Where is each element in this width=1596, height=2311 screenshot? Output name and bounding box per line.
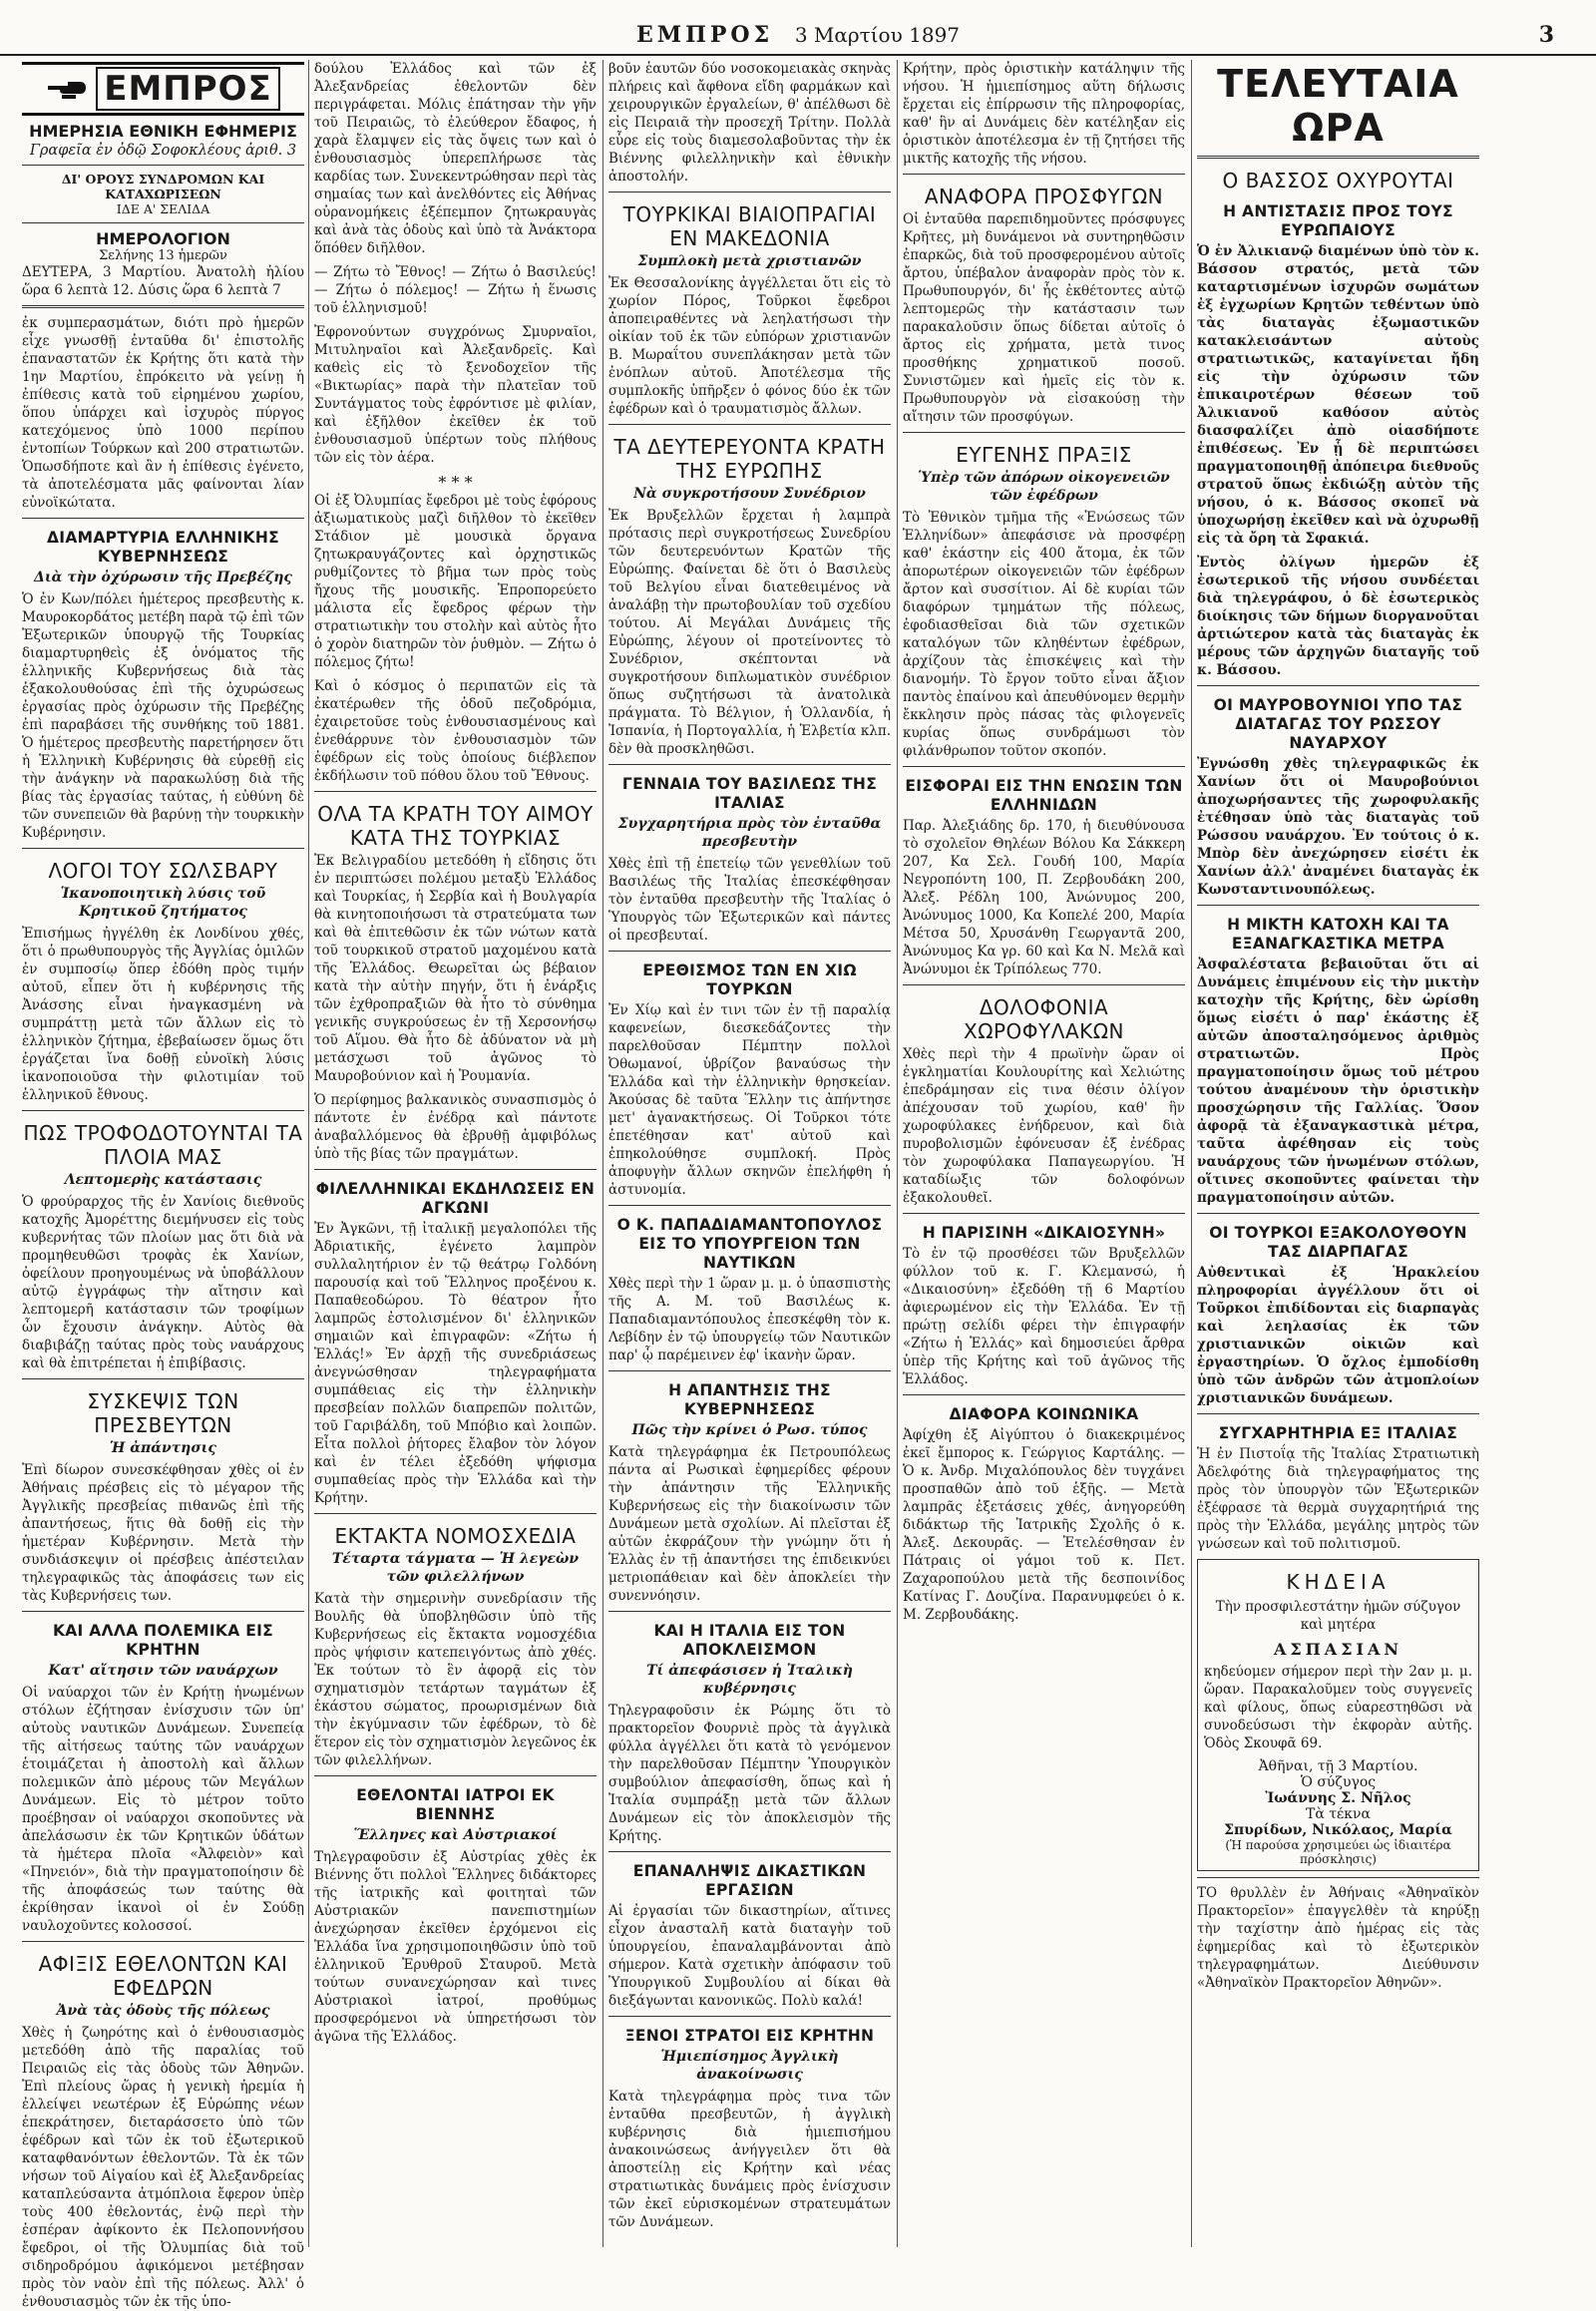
divider bbox=[22, 1611, 304, 1612]
divider bbox=[903, 766, 1185, 767]
article-text: Ἡ ἐν Πιστοΐᾳ τῆς Ἰταλίας Στρατιωτικὴ Ἀδελφότης διὰ τηλεγραφήματος της πρὸς τὸν ὑπουργὸν τῶν Ἐξωτερικῶν ἐξέφρασε τὰ θερμὰ συγχαρητήριά της πρὸς τὴν Ἑλλάδα, μεγάλης μητρὸς τῶν γνώσεων καὶ τοῦ πολιτισμοῦ. bbox=[1197, 1446, 1479, 1552]
divider bbox=[22, 1110, 304, 1111]
issue-date: 3 Μαρτίου 1897 bbox=[794, 23, 961, 47]
divider bbox=[608, 1370, 891, 1371]
article-headline: ΣΥΣΚΕΨΙΣ ΤΩΝ ΠΡΕΣΒΕΥΤΩΝ bbox=[87, 1389, 239, 1437]
article-headline: ΤΑ ΔΕΥΤΕΡΕΥΟΝΤΑ ΚΡΑΤΗ ΤΗΣ ΕΥΡΩΠΗΣ bbox=[613, 435, 886, 483]
article-text: Ἀφίχθη ἐξ Αἰγύπτου ὁ διακεκριμένος ἐκεῖ ἔμπορος κ. Γεώργιος Καρτάλης. — Ὁ κ. Ἀνδρ. Μιχαλόπουλος δὲν τυγχάνει προσπαθῶν ἀπὸ τοῦ ἑξῆς. — Μετὰ λαμπρᾶς ἐξετάσεις χθές, ἀνηγορεύθη διδάκτωρ τῆς Ἰατρικῆς Σχολῆς ὁ κ. Ἀλεξ. Δεκουρᾶς. — Ἐτελέσθησαν ἐν Πάτραις οἱ γάμοι τοῦ κ. Πετ. Ζαχαροπούλου μετὰ τῆς δεσποινίδος Κατίνας Γ. Δουζίνα. Παρανυμφεύει ὁ κ. Μ. Ζερβουδάκης. bbox=[903, 1427, 1185, 1623]
article-text: Χθὲς ἐπὶ τῇ ἐπετείῳ τῶν γενεθλίων τοῦ Βασιλέως τῆς Ἰταλίας ἐπεσκέφθησαν τὸν ἐνταῦθα πρεσβευτὴν τῆς Ἰταλίας ὁ Ὑπουργὸς τῶν Ἐξωτερικῶν καὶ πάντες οἱ πρεσβευταί. bbox=[608, 856, 891, 944]
divider bbox=[608, 1205, 891, 1206]
running-head bbox=[0, 18, 1596, 56]
funeral-notice bbox=[1197, 1559, 1479, 1871]
article-subheadline: Ὑπὲρ τῶν ἀπόρων οἰκογενειῶν τῶν ἐφέδρων bbox=[918, 470, 1170, 504]
divider bbox=[903, 432, 1185, 433]
article-text: Ἐν Ἀγκῶνι, τῇ ἰταλικῇ μεγαλοπόλει τῆς Ἀδριατικῆς, ἐγένετο λαμπρὸν συλλαλητήριον ἐν τῷ θεάτρῳ Γολδόνη παρουσίᾳ καὶ τοῦ Ἕλληνος προξένου κ. Παπαθεοδώρου. Τὸ θέατρον ἦτο λαμπρῶς ἐστολισμένον δι' ἑλληνικῶν σημαιῶν καὶ ἐπιγραφῶν: «Ζήτω ἡ Ἑλλάς!» Ἐν ἀρχῇ τῆς συνεδριάσεως ἀνεγνώσθησαν τηλεγραφήματα συμπάθειας εἰς τὴν ἑλληνικὴν πρεσβείαν πολλῶν διαπρεπῶν πολιτῶν, τοῦ Γαριβάλδη, τοῦ Μπόβιο καὶ λοιπῶν. Εἶτα πολλοὶ ῥήτορες ἔλαβον τὸν λόγον καὶ ἐν τέλει ἐξεδόθη ψήφισμα συμπαθείας πρὸς τὴν Ἑλλάδα καὶ τὴν Κρήτην. bbox=[314, 1221, 597, 1506]
article-headline: Η ΑΠΑΝΤΗΣΙΣ ΤΗΣ ΚΥΒΕΡΝΗΣΕΩΣ bbox=[668, 1381, 831, 1418]
divider bbox=[903, 1213, 1185, 1214]
article-text: Ἐγνώσθη χθὲς τηλεγραφικῶς ἐκ Χανίων ὅτι οἱ Μαυροβούνιοι ἀποχωρήσαντες τῆς χωροφυλακῆς ἐτέθησαν ὑπὸ τὰς διαταγὰς τοῦ Ρώσσου ναυάρχου. Ἐν τούτοις ὁ κ. Μπὸρ δὲν ἀνεχώρησεν εἰσέτι ἐκ Χανίων ἀλλ' ἀναμένει διαταγὰς ἐκ Κωνσταντινουπόλεως. bbox=[1197, 756, 1479, 898]
article-text: Οἱ ἐνταῦθα παρεπιδημοῦντες πρόσφυγες Κρῆτες, μὴ δυνάμενοι νὰ συντηρηθῶσιν ἐπαρκῶς, διὰ τοῦ προσφερομένου αὐτοῖς ἄρτου, ὑπέβαλον ἀναφορὰν πρὸς τὸν κ. Πρωθυπουργόν, δι' ἧς ἐκθέτοντες αὐτῷ λεπτομερῶς τὴν κατάστασιν των παρακαλοῦσιν ὅπως δίδεται αὐτοῖς ὁ ἄρτος εἰς χρήματα, μετὰ τινος προσθήκης χρηματικοῦ ποσοῦ. Συνιστῶμεν καὶ ἡμεῖς εἰς τὸν κ. Πρωθυπουργὸν νὰ εἰσακούσῃ τὴν αἴτησιν τῶν προσφύγων. bbox=[903, 211, 1185, 425]
divider bbox=[22, 1941, 304, 1942]
running-head-title bbox=[0, 22, 1596, 48]
article-subheadline: Ἱκανοποιητικὴ λύσις τοῦ Κρητικοῦ ζητήματος bbox=[60, 886, 266, 920]
article-subheadline: Τέταρτα τάγματα — Ἡ λεγεὼν τῶν φιλελλήνων bbox=[331, 1551, 580, 1585]
article-headline: ΑΝΑΦΟΡΑ ΠΡΟΣΦΥΓΩΝ bbox=[924, 185, 1164, 208]
article-headline: ΔΟΛΟΦΟΝΙΑ ΧΩΡΟΦΥΛΑΚΩΝ bbox=[964, 995, 1124, 1043]
deceased-name: ΑΣΠΑΣΙΑΝ bbox=[1273, 1640, 1403, 1659]
divider bbox=[22, 1378, 304, 1379]
masthead-title bbox=[22, 62, 304, 116]
divider bbox=[608, 192, 891, 193]
funeral-title: ΚΗΔΕΙΑ bbox=[1286, 1570, 1391, 1594]
article-headline: ΕΙΣΦΟΡΑΙ ΕΙΣ ΤΗΝ ΕΝΩΣΙΝ ΤΩΝ ΕΛΛΗΝΙΔΩΝ bbox=[905, 777, 1183, 814]
article-text: Αὐθεντικαὶ ἐξ Ἡρακλείου πληροφορίαι ἀγγέλλουν ὅτι οἱ Τοῦρκοι ἐπιδίδονται εἰς διαρπαγὰς καὶ λεηλασίας ἐκ τῶν χριστιανικῶν οἰκιῶν καὶ ἐργαστηρίων. Ὁ ὄχλος ἐμποδίσθη ὑπὸ τῶν ἀνδρῶν τῶν ἀτμοπλοίων χριστιανικῶν δυνάμεων. bbox=[1197, 1265, 1479, 1406]
article-text: Κατὰ τηλεγράφημα πρὸς τινα τῶν ἐνταῦθα πρεσβευτῶν, ἡ ἀγγλικὴ κυβέρνησις διὰ ἡμιεπισήμου ἀνακοινώσεως ἀνήγγειλεν ὅτι θὰ ἀποστείλῃ εἰς Κρήτην καὶ νέας στρατιωτικὰς δυνάμεις πρὸς ἐνίσχυσιν τῶν ἐκεῖ εὑρισκομένων στρατευμάτων τῶν Δυνάμεων. bbox=[608, 2089, 891, 2230]
article-text: Ἐκ Βελιγραδίου μετεδόθη ἡ εἴδησις ὅτι ἐν περιπτώσει πολέμου μεταξὺ Ἑλλάδος καὶ Τουρκίας, ἡ Σερβία καὶ ἡ Βουλγαρία θὰ κινητοποιήσωσι τὰ στρατεύματα των καὶ θὰ ἐπιτεθῶσιν ἐκ τῶν νώτων κατὰ τοῦ τουρκικοῦ στρατοῦ μαχομένου κατὰ τῆς Ἑλλάδος. Θεωρεῖται ὡς βέβαιον κατὰ τὴν αὐτὴν πηγήν, ὅτι ἡ ἐνάρξις τῶν ἐχθροπραξιῶν θὰ ἦτο τὸ σύνθημα γενικῆς συγκρούσεως ἐν τῇ Χερσονήσῳ τοῦ Αἵμου. Θὰ ἦτο δὲ ἀδύνατον νὰ μὴ μετάσχωσι τοῦ ἀγῶνος τὸ Μαυροβούνιον καὶ ἡ Ῥουμανία. bbox=[314, 853, 597, 1084]
masthead-name: ΕΜΠΡΟΣ bbox=[96, 67, 280, 111]
article-headline: Η ΜΙΚΤΗ ΚΑΤΟΧΗ ΚΑΙ ΤΑ ΕΞΑΝΑΓΚΑΣΤΙΚΑ ΜΕΤΡΑ bbox=[1227, 916, 1449, 953]
article-text: Ὁ φρούραρχος τῆς ἐν Χανίοις διεθνοῦς κατοχῆς Ἀμορέττης διεμήνυσεν εἰς τοὺς κυβερνήτας τῶν πλοίων μας ὅτι διὰ νὰ προμηθευθῶσι τροφὰς ἐκ Χανίων, ὀφείλουν προηγουμένως νὰ ὑποβάλλουν αὐτῷ ἐγγράφως τὴν αἴτησιν καὶ λεπτομερῆ κατάστασιν τῶν τροφίμων ὧν ἔχουσιν ἀνάγκην. Αὐτὸς θὰ διαβιβάζῃ ταύτας πρὸς τοὺς ναυάρχους καὶ θὰ ἐπιτρέπεται ἡ ἐπιβίβασις. bbox=[22, 1194, 304, 1371]
article-headline: Η ΠΑΡΙΣΙΝΗ «ΔΙΚΑΙΟΣΥΝΗ» bbox=[922, 1224, 1166, 1242]
subscription-page-ref: ΙΔΕ Α' ΣΕΛΙΔΑ bbox=[116, 201, 210, 216]
article-text: Οἱ ἐξ Ὀλυμπίας ἔφεδροι μὲ τοὺς ἐφόρους ἀξιωματικοὺς μαζὶ διῆλθον τὸ ἐκεῖθεν Στάδιον μὲ μουσικὰ ὄργανα ζητωκραυγάζοντες καὶ ὀρχηστικῶς ρυθμίζοντες τὸ βῆμα των πρὸς τοὺς ἤχους τῆς μουσικῆς. Ἐπροπορεύετο μάλιστα εἷς ἔφεδρος φέρων τὴν στρατιωτικὴν του στολὴν καὶ αὐτὸς ἦτο ὁ χορὸν διατηρῶν τὸν ῥυθμὸν. — Ζήτω ὁ πόλεμος ζήτω! bbox=[314, 493, 597, 670]
article-headline: ΟΙ ΜΑΥΡΟΒΟΥΝΙΟΙ ΥΠΟ ΤΑΣ ΔΙΑΤΑΓΑΣ ΤΟΥ ΡΩΣΣΟΥ ΝΑΥΑΡΧΟΥ bbox=[1213, 696, 1463, 752]
article-text: Αἱ ἐργασίαι τῶν δικαστηρίων, αἵτινες εἶχον ἀνασταλῆ κατὰ διαταγὴν τοῦ ὑπουργείου, ἐπαναλαμβάνονται ἀπὸ σήμερον. Κατὰ σχετικὴν ἀπόφασιν τοῦ Ὑπουργικοῦ Συμβουλίου αἱ δίκαι θὰ διεξάγωνται κανονικῶς. Πολὺ καλά! bbox=[608, 1903, 891, 2009]
spouse-name: Ἰωάννης Σ. Νῆλος bbox=[1265, 1790, 1411, 1806]
article-text: Ἐφρονούντων συγχρόνως Σμυρναῖοι, Μιτυληναῖοι καὶ Ἀλεξανδρεῖς. Καὶ καθεὶς εἰς τὸ ξενοδοχεῖον τῆς «Βικτωρίας» παρὰ τὴν πλατεῖαν τοῦ Συντάγματος τοὺς ἐφρόντισε μὲ φιλίαν, καὶ ἐξῆλθον ἐκεῖθεν ἐκ τοῦ ἐνθουσιασμοῦ ὑπέρτων τοὺς πλήθους τῶν εἰς τὸν ἀέρα. bbox=[314, 324, 597, 466]
divider bbox=[1197, 1413, 1479, 1414]
article-headline: Ο Κ. ΠΑΠΑΔΙΑΜΑΝΤΟΠΟΥΛΟΣ ΕΙΣ ΤΟ ΥΠΟΥΡΓΕΙΟΝ ΤΩΝ ΝΑΥΤΙΚΩΝ bbox=[616, 1216, 883, 1272]
article-text: Χθὲς ἡ ζωηρότης καὶ ὁ ἐνθουσιασμὸς μετεδόθη ἀπὸ τῆς παραλίας τοῦ Πειραιῶς εἰς τὰς ὁδοὺς τῶν Ἀθηνῶν. Ἐπὶ πλείους ὥρας ἡ γενικὴ ἠρεμία ἠ ἐλλείψει νεωτέρων ἐξ Εὐρώπης νέων ἐπεκράτησεν, διεταράσσετο ὑπὸ τῶν ἐφέδρων καὶ τῶν ἐκ τοῦ ἐξωτερικοῦ καταφθανόντων ἐθελοντῶν. Τὰ ἐκ τῶν νήσων τοῦ Αἰγαίου καὶ ἐξ Ἀλεξανδρείας καταπλεύσαντα ἀτμόπλοια ἔφερον ὑπὲρ τοὺς 400 ἐθελοντάς, ἐνῷ περὶ τὴν ἑσπέραν ἀφίκοντο ἐκ Πελοποννήσου ἔφεδροι, οἱ τῆς Ὀλυμπίας διὰ τοῦ σιδηροδρόμου ἀφικόμενοι μετέβησαν πρὸς τὸν ναὸν ἐπὶ τῆς πόλεως. Ἀλλ' ὁ ἐνθουσιασμὸς τῶν ἐκ τῆς ὑπο- bbox=[22, 2025, 304, 2310]
children-label: Τὰ τέκνα bbox=[1306, 1806, 1371, 1822]
article-text: Κατὰ τὴν σημερινὴν συνεδρίασιν τῆς Βουλῆς θὰ ὑποβληθῶσιν ὑπὸ τῆς Κυβερνήσεως εἰς ἔκτακτα νομοσχέδια πρὸς ψήφισιν κατεπειγόντως ἀπὸ χθές. Ἐκ τούτων τὸ ἓν ἀφορᾷ εἰς τὸν σχηματισμὸν τετάρτων ταγμάτων ἐξ ἑκάστου σώματος, προωρισμένων διὰ τὴν ἐκγύμνασιν τῶν ἐφέδρων, τὸ δὲ ἕτερον εἰς τὸν σχηματισμὸν λεγεῶνος ἐκ τῶν φιλελλήνων. bbox=[314, 1591, 597, 1768]
column-1 bbox=[22, 60, 304, 2310]
article-subheadline: Κατ' αἴτησιν τῶν ναυάρχων bbox=[48, 1663, 278, 1679]
article-headline: ΟΙ ΤΟΥΡΚΟΙ ΕΞΑΚΟΛΟΥΘΟΥΝ ΤΑΣ ΔΙΑΡΠΑΓΑΣ bbox=[1209, 1224, 1467, 1261]
divider bbox=[608, 764, 891, 765]
article-text: ΤΟ θρυλλὲν ἐν Ἀθήναις «Ἀθηναϊκὸν Πρακτορεῖον» ἐπαγγελθὲν τὰ κηρύξῃ τὴν ταχίστην ἀπὸ ἡμέρας εἰς τὰς ἐφημερίδας καὶ τὸ ἐξωτερικὸν τηλεγραφημάτων. Διεύθυνσιν «Ἀθηναϊκὸν Πρακτορεῖον Ἀθηνῶν». bbox=[1197, 1885, 1479, 1991]
divider bbox=[22, 305, 304, 308]
article-subheadline: Τί ἀπεφάσισεν ἡ Ἰταλικὴ κυβέρνησις bbox=[646, 1663, 853, 1697]
article-text: Τὸ Ἐθνικὸν τμῆμα τῆς «Ἑνώσεως τῶν Ἑλληνίδων» ἀπεφάσισε νὰ προσφέρῃ καθ' ἑκάστην εἰς 400 ἄτομα, ἐκ τῶν ἀπορωτέρων οἰκογενειῶν τῶν ἐφέδρων ἄρτον καὶ συσσίτιον. Αἱ δὲ κυρίαι τῶν διαφόρων τμημάτων τῆς πόλεως, ἐφοδιασθεῖσαι διὰ τῶν σχετικῶν καταλόγων τῶν κληθέντων ἐφέδρων, ἀρχίζουν τὰς ἐπισκέψεις καὶ τὴν διανομήν. Τὸ ἔργον τοῦτο εἶναι ἄξιον παντὸς ἐπαίνου καὶ ἀπευθύνομεν θερμὴν ἔκκλησιν πρὸς πάσας τὰς φιλογενεῖς κυρίας ὅπως συνδράμωσι τὸν φιλάνθρωπον τοῦτον σκοπόν. bbox=[903, 510, 1185, 759]
divider bbox=[22, 222, 304, 223]
divider bbox=[608, 951, 891, 952]
article-headline: ΞΕΝΟΙ ΣΤΡΑΤΟΙ ΕΙΣ ΚΡΗΤΗΝ bbox=[624, 2027, 875, 2045]
article-text: Ἐν Χίῳ καὶ ἐν τινι τῶν ἐν τῇ παραλίᾳ καφενείων, διεσκεδάζοντες τὴν παρελθοῦσαν Πέμπτην πολλοὶ Ὀθωμανοί, ὑβρίζον βαναύσως τὴν Ἑλλάδα καὶ τὴν ἑλληνικὴν θρησκείαν. Ἀκούσας δὲ ταῦτα Ἕλλην τις ἀπήντησε μετ' ἀγανακτήσεως. Οἱ Τοῦρκοι τότε ἐπετέθησαν κατ' αὐτοῦ καὶ ἐπηκολούθησε συμπλοκή. Πρὸς ἀποφυγὴν ἄλλων σκηνῶν ἐπελήφθη ἡ ἀστυνομία. bbox=[608, 1002, 891, 1198]
calendar-title: ΗΜΕΡΟΛΟΓΙΟΝ bbox=[96, 229, 230, 248]
children-names: Σπυρίδων, Νικόλαος, Μαρία bbox=[1224, 1822, 1452, 1838]
article-headline: ΔΙΑΦΟΡΑ ΚΟΙΝΩΝΙΚΑ bbox=[949, 1405, 1139, 1423]
article-subheadline: Ἕλληνες καὶ Αὐστριακοί bbox=[353, 1827, 558, 1843]
divider bbox=[608, 424, 891, 425]
article-subheadline: Ἡ ἀπάντησις bbox=[110, 1440, 216, 1456]
article-headline: ΓΕΝΝΑΙΑ ΤΟΥ ΒΑΣΙΛΕΩΣ ΤΗΣ ΙΤΑΛΙΑΣ bbox=[621, 775, 878, 812]
divider bbox=[22, 165, 304, 166]
article-text: Ἐπὶ δίωρον συνεσκέφθησαν χθὲς οἱ ἐν Ἀθήναις πρέσβεις εἰς τὸ μέγαρον τῆς Ἀγγλικῆς πρεσβείας πιθανῶς ἐπὶ τῆς ἀπαντήσεως, ἥτις θὰ δοθῇ εἰς τὴν ἡμετέραν Κυβέρνησιν. Μετὰ τὴν συνδιάσκεψιν οἱ πρέσβεις ἀπέστειλαν τηλεγραφικῶς τὰς ἀποφάσεις των εἰς τὰς Κυβερνήσεις των. bbox=[22, 1462, 304, 1604]
article-text: Ὁ ἐν Ἀλικιανῷ διαμένων ὑπὸ τὸν κ. Βάσσον στρατός, μετὰ τῶν καταρτισμένων ἰσχυρῶν σωμάτων ἐξ ἐγχωρίων Κρητῶν τεθέντων ὑπὸ τὰς διαταγὰς ἐξωμαστικῶν κατακλεισάντων αὐτοὺς στρατιωτικῶς, καταγίνεται ἤδη εἰς τὴν ὀχύρωσιν τῶν ἐπικαιροτέρων θέσεων τοῦ Ἀλικιανοῦ καθόσον αὐτὸς διασφαλίζει ἀπὸ οἱασδήποτε ἐπιθέσεως. Ἐν ᾗ δὲ περιπτώσει πραγματοποιηθῇ ἀπόπειρα διεθνοῦς στρατοῦ ὅπως ἐκδιώξῃ αὐτὸν τῆς νήσου, ὁ κ. Βάσσος σκοπεῖ νὰ ὑποχωρήσῃ ἐκεῖθεν καὶ νὰ ὀχυρωθῇ εἰς τὰ ὄρη τὰ Σφακιά. bbox=[1197, 243, 1479, 547]
column-rule bbox=[897, 60, 898, 2247]
article-headline: ΕΘΕΛΟΝΤΑΙ ΙΑΤΡΟΙ ΕΚ ΒΙΕΝΝΗΣ bbox=[356, 1786, 555, 1823]
article-text: Ἀσφαλέστατα βεβαιοῦται ὅτι αἱ Δυνάμεις ἐπιμένουν εἰς τὴν μικτὴν κατοχὴν τῆς Κρήτης, δὲν ὡρίσθη ὅμως εἰσέτι ὁ παρ' ἑκάστης ἐξ αὐτῶν ἀποσταλησόμενος ἀριθμὸς στρατιωτῶν. Πρὸς πραγματοποίησιν ὅμως τοῦ μέτρου τούτου ἀναμένουν τὴν ὁριστικὴν προσχώρησιν τῆς Γαλλίας. Ὅσον ἀφορᾷ τὰ ἐξαναγκαστικὰ μέτρα, ταῦτα ἀφέθησαν εἰς τοὺς ναυάρχους τῶν ἡνωμένων στόλων, οἵτινες σκοποῦντες φαίνεται τὴν πραγματοποίησιν αὐτῶν. bbox=[1197, 957, 1479, 1206]
article-headline: ΔΙΑΜΑΡΤΥΡΙΑ ΕΛΛΗΝΙΚΗΣ ΚΥΒΕΡΝΗΣΕΩΣ bbox=[46, 529, 280, 566]
article-headline: ΚΑΙ ΑΛΛΑ ΠΟΛΕΜΙΚΑ ΕΙΣ ΚΡΗΤΗΝ bbox=[52, 1622, 274, 1659]
spouse-label: Ὁ σύζυγος bbox=[1300, 1774, 1377, 1790]
article-headline: ΑΦΙΞΙΣ ΕΘΕΛΟΝΤΩΝ ΚΑΙ ΕΦΕΔΡΩΝ bbox=[38, 1952, 288, 2000]
column-3 bbox=[608, 60, 891, 2247]
divider bbox=[314, 791, 597, 792]
last-hour-banner: ΤΕΛΕΥΤΑΙΑ ΩΡΑ bbox=[1217, 62, 1459, 150]
article-headline: ΕΥΓΕΝΗΣ ΠΡΑΞΙΣ bbox=[956, 443, 1132, 467]
article-headline: ΛΟΓΟΙ ΤΟΥ ΣΩΛΣΒΑΡΥ bbox=[48, 859, 278, 883]
article-text: Ὁ περίφημος βαλκανικὸς συνασπισμὸς ὁ πάντοτε ἐν ἐνέδρᾳ καὶ πάντοτε ἀναβαλλόμενος θὰ ἐβρυθῇ ἀμφιβόλως ὑπὸ τῆς βίας τῶν πραγμάτων. bbox=[314, 1092, 597, 1162]
article-text: Κρήτην, πρὸς ὁριστικὴν κατάληψιν τῆς νήσου. Ἡ ἡμιεπίσημος αὕτη δήλωσις ἔρχεται εἰς ἐπίρρωσιν τῆς πληροφορίας, καθ' ἣν αἱ Δυνάμεις δὲν κατέληξαν εἰς ὁριστικὸν ἀποτέλεσμα ἐν τῇ ζητήσει τῆς μικτῆς κατοχῆς τῆς νήσου. bbox=[903, 61, 1185, 167]
article-headline: Ο ΒΑΣΣΟΣ ΟΧΥΡΟΥΤΑΙ bbox=[1222, 169, 1454, 193]
article-subheadline: Νὰ συγκροτήσουν Συνέδριον bbox=[633, 486, 866, 502]
asterism: * * * bbox=[438, 473, 473, 492]
funeral-text: κηδεύομεν σήμερον περὶ τὴν 2αν μ. μ. ὥραν. Παρακαλοῦμεν τοὺς συγγενεῖς καὶ φίλους, ὅπως εὐαρεστηθῶσι νὰ συνοδεύσωσι τὴν ἐκφορὰν αὐτῆς. Ὁδὸς Σκουφᾶ 69. bbox=[1204, 1664, 1472, 1751]
article-text: Κατὰ τηλεγράφημα ἐκ Πετρουπόλεως πάντα αἱ Ρωσικαὶ ἐφημερίδες φέρουν τὴν ἀπάντησιν τῆς Ἑλληνικῆς Κυβερνήσεως εἰς τὴν διακοίνωσιν τῶν Δυνάμεων μετὰ σχολίων. Αἱ πλεῖσται ἐξ αὐτῶν ἐκφράζουν τὴν γνώμην ὅτι ἡ Ἑλλὰς ἐν τῇ ἀπαντήσει της ἐπιδεικνύει μετριοπάθειαν καὶ δὲν ἀποκλείει τὴν συνεννόησιν. bbox=[608, 1444, 891, 1604]
divider bbox=[1197, 905, 1479, 906]
article-text: Τηλεγραφοῦσιν ἐξ Αὐστρίας χθὲς ἐκ Βιέννης ὅτι πολλοὶ Ἕλληνες διδάκτορες τῆς ἰατρικῆς καὶ φοιτηταὶ τῶν Αὐστριακῶν πανεπιστημίων ἀνεχώρησαν ἐκεῖθεν ἐρχόμενοι εἰς Ἑλλάδα ἵνα χρησιμοποιηθῶσιν ὑπὸ τοῦ ἑλληνικοῦ Ἐρυθροῦ Σταυροῦ. Μετὰ τούτων συνανεχώρησαν καὶ τινες Αὐστριακοὶ ἰατροί, προθύμως προσφερόμενοι νὰ ὑπηρετήσωσι τὸν ἀγῶνα τῆς Ἑλλάδος. bbox=[314, 1849, 597, 2045]
article-text: Ἐκ Βρυξελλῶν ἔρχεται ἡ λαμπρὰ πρότασις περὶ συγκροτήσεως Συνεδρίου τῶν δευτερευόντων Κρατῶν τῆς Εὐρώπης. Φαίνεται δὲ ὅτι ὁ Βασιλεὺς τοῦ Βελγίου εἶναι διατεθειμένος νὰ ἀναλάβῃ τὴν πρωτοβουλίαν τοῦ σχεδίου τούτου. Αἱ Μεγάλαι Δυνάμεις τῆς Εὐρώπης, λέγουν οἱ προτείνοντες τὸ Συνέδριον, σκέπτονται νὰ συγκροτήσουν διπλωματικὸν συνέδριον ὅπως συζητήσωσι τὰ ἀνατολικὰ πράγματα. Τὸ Βέλγιον, ἡ Ὁλλανδία, ἡ Ἰσπανία, ἡ Πορτογαλλία, ἡ Ἑλβετία κλπ. δὲν θὰ προσκληθῶσι. bbox=[608, 508, 891, 757]
article-text: Ἐντὸς ὀλίγων ἡμερῶν ἐξ ἐσωτερικοῦ τῆς νήσου συνδέεται διὰ τηλεγράφου, ὁ δὲ ἐσωτερικὸς διοίκησις τῶν δήμων διοργανοῦται ἀρτιώτερον κατὰ τὰς διαταγὰς ἐκ μέρους τῶν ἀρχηγῶν διαταγῆς τοῦ κ. Βάσσου. bbox=[1197, 555, 1479, 678]
article-subheadline: Ἡμιεπίσημος Ἀγγλικὴ ἀνακοίνωσις bbox=[660, 2049, 839, 2083]
divider bbox=[1197, 1213, 1479, 1214]
divider bbox=[314, 1775, 597, 1776]
article-text: Χθὲς περὶ τὴν 4 πρωϊνὴν ὥραν οἱ ἐγκληματίαι Κουλουρίτης καὶ Χελιώτης ἐπεδράμησαν εἰς τινα θέσιν ὀλίγον ἀπέχουσαν τοῦ χωρίου, καθ' ἣν χωροφύλακες ἐνήδρευον, καὶ διὰ πυροβολισμῶν ἐφόνευσαν ἐξ ἐνέδρας τὸν χωροφύλακα Παπαγεωργίου. Ἡ καταδίωξις τῶν δολοφόνων ἐξακολουθεῖ. bbox=[903, 1046, 1185, 1206]
column-4 bbox=[903, 60, 1185, 2247]
article-subheadline: Συμπλοκὴ μετὰ χριστιανῶν bbox=[637, 253, 862, 269]
article-text: ἐκ συμπερασμάτων, διότι πρὸ ἡμερῶν εἶχε γνωσθῇ ἐνταῦθα δι' ἐπιστολῆς ἐπαναστατῶν ἐκ Κρήτης ὅτι κατὰ τὴν 1ην Μαρτίου, ἐπρόκειτο νὰ γείνῃ ἡ ἐπίθεσις κατὰ τοῦ εἰρημένου χωρίου, ὅπου ὑπάρχει καὶ ἰσχυρὸς πύργος κατεχόμενος ὑπὸ 1000 περίπου ἐντοπίων Τούρκων καὶ 200 στρατιωτῶν. Ὁπωσδήποτε καὶ ἂν ἡ ἐπίθεσις ἐγένετο, τὰ ἀποτελέσματα μᾶς φαίνονται λίαν εὐνοϊκώτατα. bbox=[22, 315, 304, 511]
article-headline: ΤΟΥΡΚΙΚΑΙ ΒΙΑΙΟΠΡΑΓΙΑΙ ΕΝ ΜΑΚΕΔΟΝΙΑ bbox=[622, 202, 877, 250]
divider bbox=[22, 848, 304, 849]
article-subheadline: Πῶς τὴν κρίνει ὁ Ρωσ. τύπος bbox=[631, 1422, 868, 1438]
article-text: δούλου Ἑλλάδος καὶ τῶν ἐξ Ἀλεξανδρείας ἐθελοντῶν δὲν περιγράφεται. Μόλις ἐπάτησαν τὴν γῆν τοῦ Πειραιῶς, τὸ ἐλεύθερον ἔδαφος, ἡ χαρὰ ἔλαμψεν εἰς τὰς ὄψεις των καὶ ὁ ἐνθουσιασμὸς ὑπερεπλήρωσε τὰς καρδίας των. Συνεκεντρώθησαν περὶ τὰς σημαίας των καὶ ἀνελθόντες εἰς Ἀθήνας οὐρανομήκεις ἐξέπεμπον ζητωκραυγὰς καὶ ἀνὰ τὰς ὁδοὺς καὶ ὑπὸ τὰ Ἀνάκτορα ὅπόθεν διῆλθον. bbox=[314, 61, 597, 256]
column-rule bbox=[308, 60, 309, 2247]
article-text: — Ζήτω τὸ Ἔθνος! — Ζήτω ὁ Βασιλεύς! — Ζήτω ὁ πόλεμος! — Ζήτω ἡ ἕνωσις τοῦ ἑλληνισμοῦ! bbox=[314, 264, 597, 316]
article-subheadline: Συγχαρητήρια πρὸς τὸν ἐνταῦθα πρεσβευτὴν bbox=[617, 816, 882, 850]
masthead-subtitle: ΗΜΕΡΗΣΙΑ ΕΘΝΙΚΗ ΕΦΗΜΕΡΙΣ bbox=[29, 122, 297, 141]
divider bbox=[903, 1394, 1185, 1395]
column-rule bbox=[1191, 60, 1192, 2247]
divider bbox=[608, 2016, 891, 2017]
subscription-terms: ΔΙ' ΟΡΟΥΣ ΣΥΝΔΡΟΜΩΝ ΚΑΙ ΚΑΤΑΧΩΡΙΣΕΩΝ bbox=[61, 172, 265, 201]
article-subheadline: Ἀνὰ τὰς ὁδοὺς τῆς πόλεως bbox=[56, 2003, 270, 2019]
masthead-office: Γραφεῖα ἐν ὁδῷ Σοφοκλέους ἀριθ. 3 bbox=[29, 143, 297, 159]
article-text: Τὸ ἐν τῷ προσθέσει τῶν Βρυξελλῶν φύλλον τοῦ κ. Γ. Κλεμανσώ, ἡ «Δικαιοσύνη» ἐξεδόθη τῇ 6 Μαρτίου ἀφιερωμένον εἰς τὴν Ἑλλάδα. Ἐν τῇ πρώτῃ σελίδι φέρει τὴν ἐπιγραφήν «Ζήτω ἡ Ἑλλάς» καὶ δημοσιεύει ἄρθρα ὑπὲρ τῆς Κρήτης καὶ τοῦ ἀγῶνος τῆς Ἑλλάδος. bbox=[903, 1246, 1185, 1387]
column-2 bbox=[314, 60, 597, 2247]
divider bbox=[314, 1169, 597, 1170]
divider bbox=[608, 1851, 891, 1852]
article-headline: ΟΛΑ ΤΑ ΚΡΑΤΗ ΤΟΥ ΑΙΜΟΥ ΚΑΤΑ ΤΗΣ ΤΟΥΡΚΙΑΣ bbox=[317, 802, 594, 850]
masthead bbox=[22, 62, 304, 308]
column-rule bbox=[602, 60, 603, 2247]
divider bbox=[1197, 685, 1479, 686]
divider bbox=[903, 174, 1185, 175]
article-text: Ἐπισήμως ἠγγέλθη ἐκ Λονδίνου χθές, ὅτι ὁ πρωθυπουργὸς τῆς Ἀγγλίας ὁμιλῶν ἐν συμποσίῳ ὅπερ ἐδόθη πρὸς τιμήν αὐτοῦ, εἶπεν ὅτι ἡ κυβέρνησις τῆς Ἀνάσσης εἶναι ἠναγκασμένη νὰ συμπράττῃ μετὰ τῶν ἄλλων εἰς τὸ ἑλληνικὸν ζήτημα, ἐβεβαίωσεν ὅμως ὅτι ἐργάζεται ἵνα δοθῇ εὐνοϊκὴ λύσις ἱκανοποιοῦσα τὴν φιλοτιμίαν τοῦ ἑλληνικοῦ ἔθνους. bbox=[22, 926, 304, 1103]
article-text: βοῦν ἑαυτῶν δύο νοσοκομειακὰς σκηνὰς πλήρεις καὶ ἄφθονα εἴδη φαρμάκων καὶ χειρουργικῶν ἐργαλείων, θ' ἀπέλθωσι δὲ εἰς Πειραιᾶ τὴν προσεχῆ Τρίτην. Πολλὰ εὗρε εἰς τοὺς διαμεσολαβοῦντας τὴν ἐκ Βιέννης φιλελληνικὴν καὶ ἐθνικὴν ἀποστολήν. bbox=[608, 61, 891, 185]
pointing-hand-icon bbox=[46, 76, 88, 102]
funeral-note: (Ἡ παρούσα χρησιμεύει ὡς ἰδιαιτέρα πρόσκλησις) bbox=[1225, 1838, 1451, 1866]
newspaper-name: ΕΜΠΡΟΣ bbox=[635, 22, 774, 48]
article-text: Τηλεγραφοῦσιν ἐκ Ρώμης ὅτι τὸ πρακτορεῖον Φουρνιὲ πρὸς τὰ ἀγγλικὰ φύλλα ἀγγέλλει ὅτι κατὰ τὸ γενόμενον τὴν παρελθοῦσαν Πέμπτην Ὑπουργικὸν συμβούλιον ἀπεφασίσθη, ὅπως καὶ ἡ Ἰταλία συμπράξῃ μετὰ τῶν ἄλλων Δυνάμεων εἰς τὸν ἀποκλεισμὸν τῆς Κρήτης. bbox=[608, 1703, 891, 1844]
divider bbox=[903, 984, 1185, 985]
divider bbox=[1197, 156, 1479, 159]
article-headline: ΕΡΕΘΙΣΜΟΣ ΤΩΝ ΕΝ ΧΙΩ ΤΟΥΡΚΩΝ bbox=[642, 962, 857, 998]
article-subheadline: Διὰ τὴν ὀχύρωσιν τῆς Πρεβέζης bbox=[34, 570, 292, 585]
article-text: Ἐκ Θεσσαλονίκης ἀγγέλλεται ὅτι εἰς τὸ χωρίον Πόρος, Τοῦρκοι ἔφεδροι ἀποπειραθέντες νὰ λεηλατήσωσι τὴν οἰκίαν τοῦ ἐκ τῶν εὐπόρων χριστιανῶν Β. Μωραΐτου συνεπλάκησαν μετὰ τῶν ἐνόπλων αὐτοῦ. Ἀποτέλεσμα τῆς συμπλοκῆς ὑπῆρξεν ὁ φόνος δύο ἐκ τῶν ἐφέδρων καὶ ὁ τραυματισμὸς ἄλλων. bbox=[608, 275, 891, 417]
divider bbox=[314, 1513, 597, 1514]
article-text: Παρ. Ἀλεξιάδης δρ. 170, ἡ διευθύνουσα τὸ σχολεῖον Θηλέων Βόλου Κα Σάκκερη 207, Κα Σελ. Γουδή 100, Μαρία Νεγροπόντη 100, Π. Ζερβουδάκη 200, Ἀλεξ. Ρέδλη 100, Ἀνώνυμος 200, Ἀνώνυμος 1000, Κα Κοπελέ 200, Μαρία Μέτσα 50, Χρυσάνθη Γεωργαντᾶ 200, Ἀνώνυμος Κα γρ. 60 καὶ Κα Ν. Μελᾶ καὶ Ἀνώνυμοι ἐκ Τρίπόλεως 770. bbox=[903, 818, 1185, 977]
funeral-place: Ἀθῆναι, τῇ 3 Μαρτίου. bbox=[1258, 1758, 1418, 1774]
article-headline: ΕΚΤΑΚΤΑ ΝΟΜΟΣΧΕΔΙΑ bbox=[334, 1524, 577, 1548]
article-text: Οἱ ναύαρχοι τῶν ἐν Κρήτῃ ἡνωμένων στόλων ἐζήτησαν ἐνίσχυσιν τῶν ὑπ' αὐτοὺς ναυτικῶν Δυνάμεων. Συνεπείᾳ τῆς αἰτήσεως ταύτης τῶν ναυάρχων ἑτοιμάζεται ἡ ἀποστολὴ καὶ ἄλλων πολεμικῶν ἀπὸ μέρους τῶν Μεγάλων Δυνάμεων. Εἰς τὸ μέτρον τοῦτο προέβησαν οἱ ναύαρχοι σκοποῦντες νὰ ἀπελάσωσιν ἐκ τῶν Κρητικῶν ὑδάτων τὰ ἡμέτερα πλοῖα «Ἀλφειὸν» καὶ «Πηνειόν», διὰ τὴν πραγματοποίησιν δὲ τῆς ἀποφάσεώς των ταύτης θὰ ἐκρίθησαν ἱκανοὶ οἱ ἐν Σούδῃ ναυλοχοῦντες κολοσσοί. bbox=[22, 1685, 304, 1934]
article-headline: ΦΙΛΕΛΛΗΝΙΚΑΙ ΕΚΔΗΛΩΣΕΙΣ ΕΝ ΑΓΚΩΝΙ bbox=[315, 1180, 596, 1217]
column-5 bbox=[1197, 60, 1479, 2247]
divider bbox=[608, 1611, 891, 1612]
divider bbox=[22, 518, 304, 519]
article-subheadline: Η ΑΝΤΙΣΤΑΣΙΣ ΠΡΟΣ ΤΟΥΣ ΕΥΡΩΠΑΙΟΥΣ bbox=[1223, 202, 1453, 239]
article-headline: ΚΑΙ Η ΙΤΑΛΙΑ ΕΙΣ ΤΟΝ ΑΠΟΚΛΕΙΣΜΟΝ bbox=[653, 1622, 846, 1659]
article-headline: ΣΥΓΧΑΡΗΤΗΡΙΑ ΕΞ ΙΤΑΛΙΑΣ bbox=[1218, 1424, 1458, 1442]
article-text: Καὶ ὁ κόσμος ὁ περιπατῶν εἰς τὰ ἐκατέρωθεν τῆς ὁδοῦ πεζοδρόμια, ἐχαιρετοῦσε τοὺς ἐνθουσιασμένους καὶ ἐνεθάρρυνε τὸν ἐνθουσιασμὸν τῶν ἐφέδρων εἰς τοὺς ὁποίους διέβλεπον ἐκδήλωσιν τοῦ πόθου ὅλου τοῦ Ἔθνους. bbox=[314, 678, 597, 784]
article-text: Ὁ ἐν Κων/πόλει ἡμέτερος πρεσβευτὴς κ. Μαυροκορδάτος μετέβη παρὰ τῷ ἐπὶ τῶν Ἐξωτερικῶν ὑπουργῷ τῆς Τουρκίας διαμαρτυρηθεὶς ἐξ ὀνόματος τῆς ἑλληνικῆς Κυβερνήσεως διὰ τὰς ἐξακολουθούσας ἐπὶ τῆς ὀχυρώσεως ἐργασίας πρὸς ὀχύρωσιν τῆς Πρεβέζης ἐπὶ παραβάσει τῆς συνθήκης τοῦ 1881. Ὁ ἡμέτερος πρεσβευτὴς παρετήρησεν ὅτι ἡ Ἑλληνικὴ Κυβέρνησις θὰ εὑρεθῇ εἰς τὴν ἀνάγκην νὰ παρακωλύσῃ διὰ τῆς βίας τὰς ἐργασίας ταύτας, ἡ εὐθύνη δὲ τῶν συνεπειῶν θὰ βαρύνῃ τὴν τουρκικὴν Κυβέρνησιν. bbox=[22, 591, 304, 841]
funeral-intro: Τὴν προσφιλεστάτην ἡμῶν σύζυγον καὶ μητέρα bbox=[1215, 1599, 1461, 1633]
calendar-moon: Σελήνης 13 ἡμερῶν bbox=[99, 248, 227, 263]
page-number: 3 bbox=[1538, 22, 1554, 48]
article-text: Χθὲς περὶ τὴν 1 ὥραν μ. μ. ὁ ὑπασπιστὴς τῆς Α. Μ. τοῦ Βασιλέως κ. Παπαδιαμαντόπουλος ἐπεσκέφθη τὸν κ. Λεβίδην ἐν τῷ ὑπουργείῳ τῶν Ναυτικῶν παρ' ᾧ παρέμεινεν ἐφ' ἱκανὴν ὥραν. bbox=[608, 1276, 891, 1363]
article-headline: ΕΠΑΝΑΛΗΨΙΣ ΔΙΚΑΣΤΙΚΩΝ ΕΡΓΑΣΙΩΝ bbox=[632, 1862, 867, 1899]
divider bbox=[1197, 1877, 1479, 1878]
article-headline: ΠΩΣ ΤΡΟΦΟΔΟΤΟΥΝΤΑΙ ΤΑ ΠΛΟΙΑ ΜΑΣ bbox=[23, 1121, 303, 1169]
article-subheadline: Λεπτομερὴς κατάστασις bbox=[64, 1172, 262, 1188]
calendar-sun: ΔΕΥΤΕΡΑ, 3 Μαρτίου. Ἀνατολὴ ἡλίου ὥρα 6 λεπτὰ 12. Δύσις ὥρα 6 λεπτὰ 7 bbox=[22, 264, 304, 298]
